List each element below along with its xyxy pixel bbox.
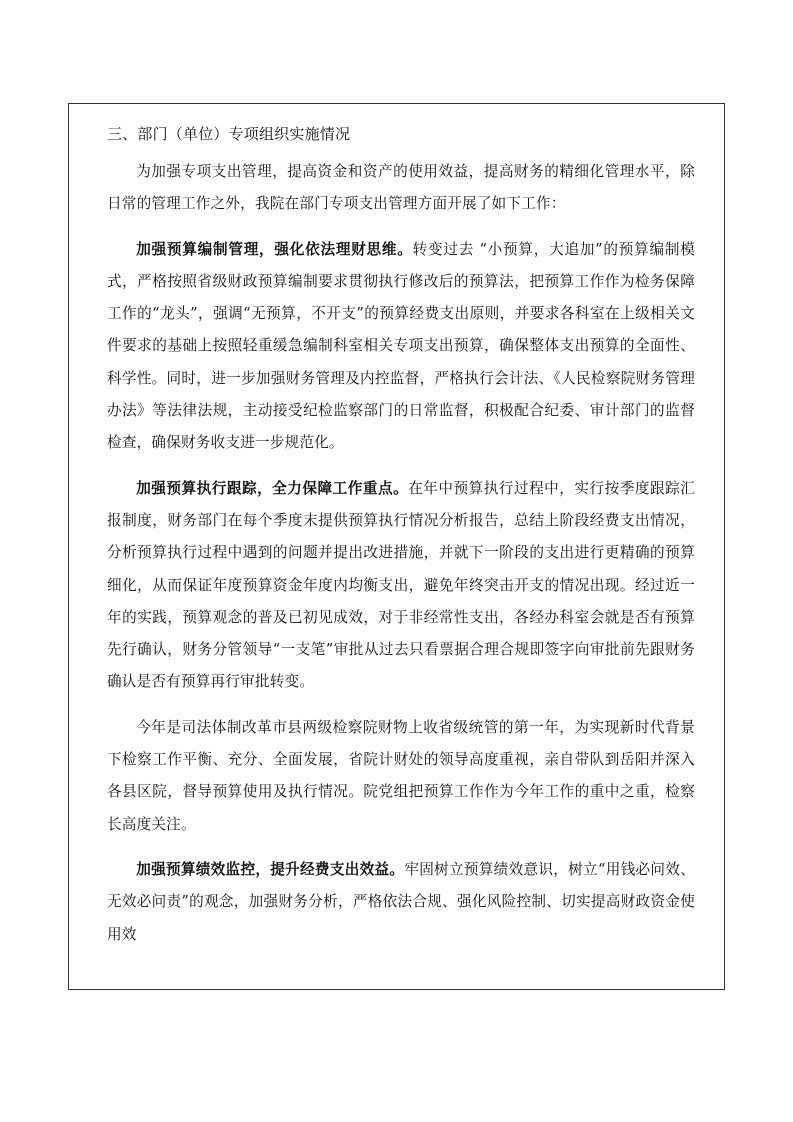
paragraph-text: 为加强专项支出管理，提高资金和资产的使用效益，提高财务的精细化管理水平，除日常的管理工作之外，我院在部门专项支出管理方面开展了如下工作：: [107, 163, 695, 213]
paragraph-text: 今年是司法体制改革市县两级检察院财物上收省级统管的第一年，为实现新时代背景下检察工作平衡、充分、全面发展，省院计财处的领导高度重视，亲自带队到岳阳并深入各县区院，督导预算使用及执行情况。院党组把预算工作作为今年工作的重中之重，检察长高度关注。: [107, 718, 695, 833]
paragraph-intro: [107, 156, 695, 221]
paragraph-performance-monitoring: [107, 854, 695, 951]
paragraph-lead: 加强预算编制管理，强化依法理财思维。: [136, 240, 413, 258]
paragraph-lead: 加强预算绩效监控，提升经费支出效益。: [136, 860, 405, 878]
paragraph-budget-compilation: [107, 234, 695, 460]
section-heading: 三、部门（单位）专项组织实施情况: [107, 125, 351, 143]
paragraph-text: 在年中预算执行过程中，实行按季度跟踪汇报制度，财务部门在每个季度末提供预算执行情况分析报告，总结上阶段经费支出情况，分析预算执行过程中遇到的问题并提出改进措施，并就下一阶段的支出进行更精确的预算细化，从而保证年度预算资金年度内均衡支出，避免年终突击开支的情况出现。经过近一年的实践，预算观念的普及已初见成效，对于非经常性支出，各经办科室会就是否有预算先行确认，财务分管领导“一支笔”审批从过去只看票据合理合规即签字向审批前先跟财务确认是否有预算再行审批转变。: [107, 479, 695, 691]
document-frame: [68, 103, 725, 990]
paragraph-judicial-reform: [107, 712, 695, 841]
paragraph-text: 转变过去 “小预算，大追加”的预算编制模式，严格按照省级财政预算编制要求贯彻执行修改后的预算法，把预算工作作为检务保障工作的“龙头”，强调“无预算，不开支”的预算经费支出原则，并要求各科室在上级相关文件要求的基础上按照轻重缓急编制科室相关专项支出预算，确保整体支出预算的全面性、科学性。同时，进一步加强财务管理及内控监督，严格执行会计法、《人民检察院财务管理办法》等法律法规，主动接受纪检监察部门的日常监督，积极配合纪委、审计部门的监督检查，确保财务收支进一步规范化。: [107, 240, 695, 452]
paragraph-budget-execution: [107, 473, 695, 699]
document-content: [107, 118, 695, 964]
paragraph-lead: 加强预算执行跟踪，全力保障工作重点。: [136, 479, 409, 497]
paragraph-text: 牢固树立预算绩效意识，树立“用钱必问效、无效必问责”的观念，加强财务分析，严格依法合规、强化风险控制、切实提高财政资金使用效: [107, 860, 695, 943]
